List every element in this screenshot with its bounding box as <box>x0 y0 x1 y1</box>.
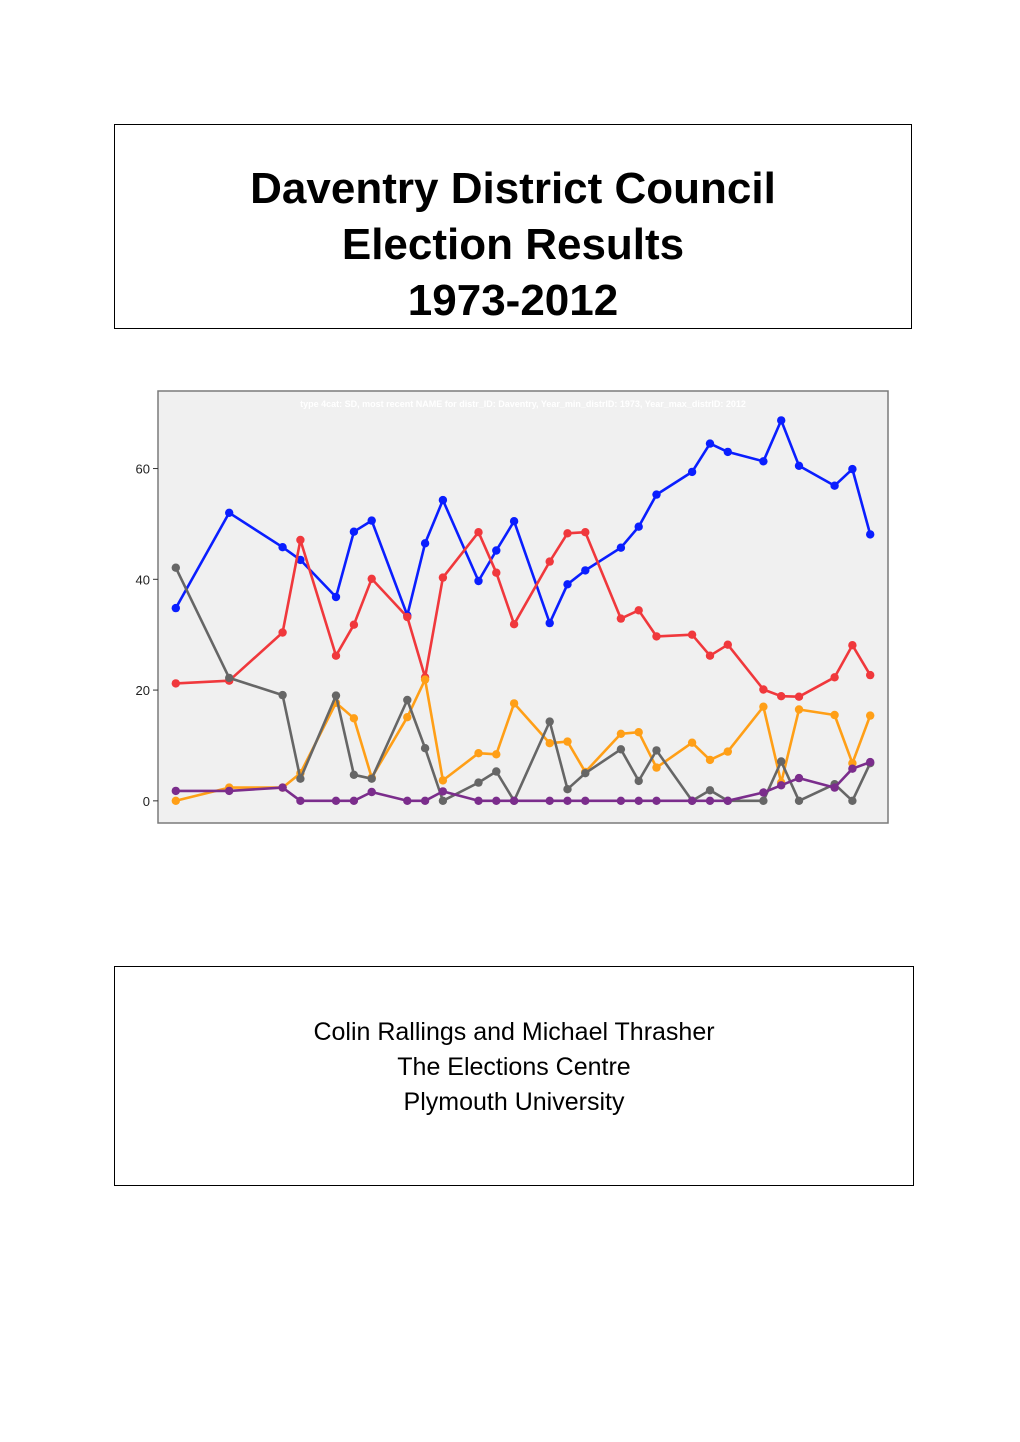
y-tick-label: 20 <box>135 683 150 699</box>
data-point <box>581 528 589 536</box>
data-point <box>830 482 838 490</box>
data-point <box>652 490 660 498</box>
data-point <box>617 614 625 622</box>
data-point <box>563 797 571 805</box>
title-box <box>114 124 912 329</box>
data-point <box>652 746 660 754</box>
document-title-line-3: 1973-2012 <box>407 276 619 325</box>
data-point <box>439 797 447 805</box>
data-point <box>421 675 429 683</box>
data-point <box>706 786 714 794</box>
author-box <box>114 966 914 1186</box>
data-point <box>706 797 714 805</box>
data-point <box>706 756 714 764</box>
data-point <box>546 619 554 627</box>
data-point <box>492 569 500 577</box>
data-point <box>474 797 482 805</box>
data-point <box>403 696 411 704</box>
y-tick-label: 60 <box>135 461 150 477</box>
data-point <box>795 705 803 713</box>
data-point <box>830 783 838 791</box>
data-point <box>350 797 358 805</box>
data-point <box>403 613 411 621</box>
data-point <box>652 632 660 640</box>
data-point <box>421 797 429 805</box>
data-point <box>172 604 180 612</box>
data-point <box>563 580 571 588</box>
data-point <box>777 757 785 765</box>
data-point <box>296 536 304 544</box>
data-point <box>492 797 500 805</box>
data-point <box>368 575 376 583</box>
data-point <box>866 758 874 766</box>
data-point <box>350 771 358 779</box>
data-point <box>225 509 233 517</box>
data-point <box>563 785 571 793</box>
data-point <box>474 749 482 757</box>
data-point <box>172 564 180 572</box>
data-point <box>759 685 767 693</box>
data-point <box>332 797 340 805</box>
chart-title: type 4cat: SD, most recent NAME for distr_ID: Daventry, Year_min_distrID: 1973, Year_max_distrID: 2012 <box>300 399 746 409</box>
data-point <box>439 573 447 581</box>
data-point <box>635 777 643 785</box>
data-point <box>795 462 803 470</box>
data-point <box>581 566 589 574</box>
data-point <box>421 539 429 547</box>
data-point <box>172 787 180 795</box>
data-point <box>546 739 554 747</box>
data-point <box>278 783 286 791</box>
data-point <box>795 693 803 701</box>
authors-university: Plymouth University <box>403 1088 625 1116</box>
data-point <box>652 763 660 771</box>
data-point <box>617 745 625 753</box>
data-point <box>563 737 571 745</box>
data-point <box>492 750 500 758</box>
data-point <box>350 528 358 536</box>
data-point <box>759 703 767 711</box>
data-point <box>795 774 803 782</box>
data-point <box>421 744 429 752</box>
data-point <box>368 516 376 524</box>
data-point <box>635 797 643 805</box>
data-point <box>510 620 518 628</box>
election-results-chart <box>120 380 900 840</box>
data-point <box>278 691 286 699</box>
data-point <box>617 730 625 738</box>
data-point <box>350 714 358 722</box>
data-point <box>866 671 874 679</box>
data-point <box>439 496 447 504</box>
data-point <box>172 797 180 805</box>
document-title-line-2: Election Results <box>341 220 685 269</box>
data-point <box>225 674 233 682</box>
data-point <box>688 468 696 476</box>
data-point <box>581 797 589 805</box>
data-point <box>350 621 358 629</box>
y-tick-label: 40 <box>135 572 150 588</box>
data-point <box>724 797 732 805</box>
data-point <box>332 691 340 699</box>
data-point <box>439 776 447 784</box>
data-point <box>278 543 286 551</box>
data-point <box>403 797 411 805</box>
data-point <box>706 652 714 660</box>
data-point <box>439 787 447 795</box>
data-point <box>635 728 643 736</box>
authors-centre: The Elections Centre <box>397 1053 631 1081</box>
data-point <box>848 797 856 805</box>
data-point <box>652 797 660 805</box>
data-point <box>474 778 482 786</box>
authors-names: Colin Rallings and Michael Thrasher <box>313 1018 715 1046</box>
data-point <box>474 528 482 536</box>
data-point <box>474 577 482 585</box>
data-point <box>635 523 643 531</box>
data-point <box>492 767 500 775</box>
data-point <box>332 593 340 601</box>
data-point <box>563 529 571 537</box>
data-point <box>617 544 625 552</box>
data-point <box>635 606 643 614</box>
data-point <box>492 546 500 554</box>
data-point <box>724 747 732 755</box>
y-tick-label: 0 <box>142 793 150 809</box>
data-point <box>296 775 304 783</box>
data-point <box>510 517 518 525</box>
data-point <box>759 797 767 805</box>
data-point <box>581 769 589 777</box>
data-point <box>866 711 874 719</box>
data-point <box>546 797 554 805</box>
data-point <box>759 788 767 796</box>
data-point <box>688 739 696 747</box>
data-point <box>546 557 554 565</box>
data-point <box>777 781 785 789</box>
data-point <box>848 641 856 649</box>
data-point <box>777 692 785 700</box>
data-point <box>688 631 696 639</box>
data-point <box>848 765 856 773</box>
chart-svg <box>120 380 900 840</box>
data-point <box>777 416 785 424</box>
data-point <box>368 788 376 796</box>
document-title-line-1: Daventry District Council <box>250 164 776 213</box>
data-point <box>795 797 803 805</box>
data-point <box>706 439 714 447</box>
data-point <box>332 652 340 660</box>
data-point <box>225 787 233 795</box>
data-point <box>510 797 518 805</box>
data-point <box>510 699 518 707</box>
data-point <box>617 797 625 805</box>
data-point <box>172 679 180 687</box>
data-point <box>830 711 838 719</box>
data-point <box>688 797 696 805</box>
data-point <box>759 457 767 465</box>
data-point <box>848 465 856 473</box>
data-point <box>368 775 376 783</box>
data-point <box>830 673 838 681</box>
data-point <box>278 628 286 636</box>
data-point <box>546 717 554 725</box>
data-point <box>866 530 874 538</box>
data-point <box>403 713 411 721</box>
data-point <box>724 448 732 456</box>
data-point <box>296 797 304 805</box>
data-point <box>724 641 732 649</box>
